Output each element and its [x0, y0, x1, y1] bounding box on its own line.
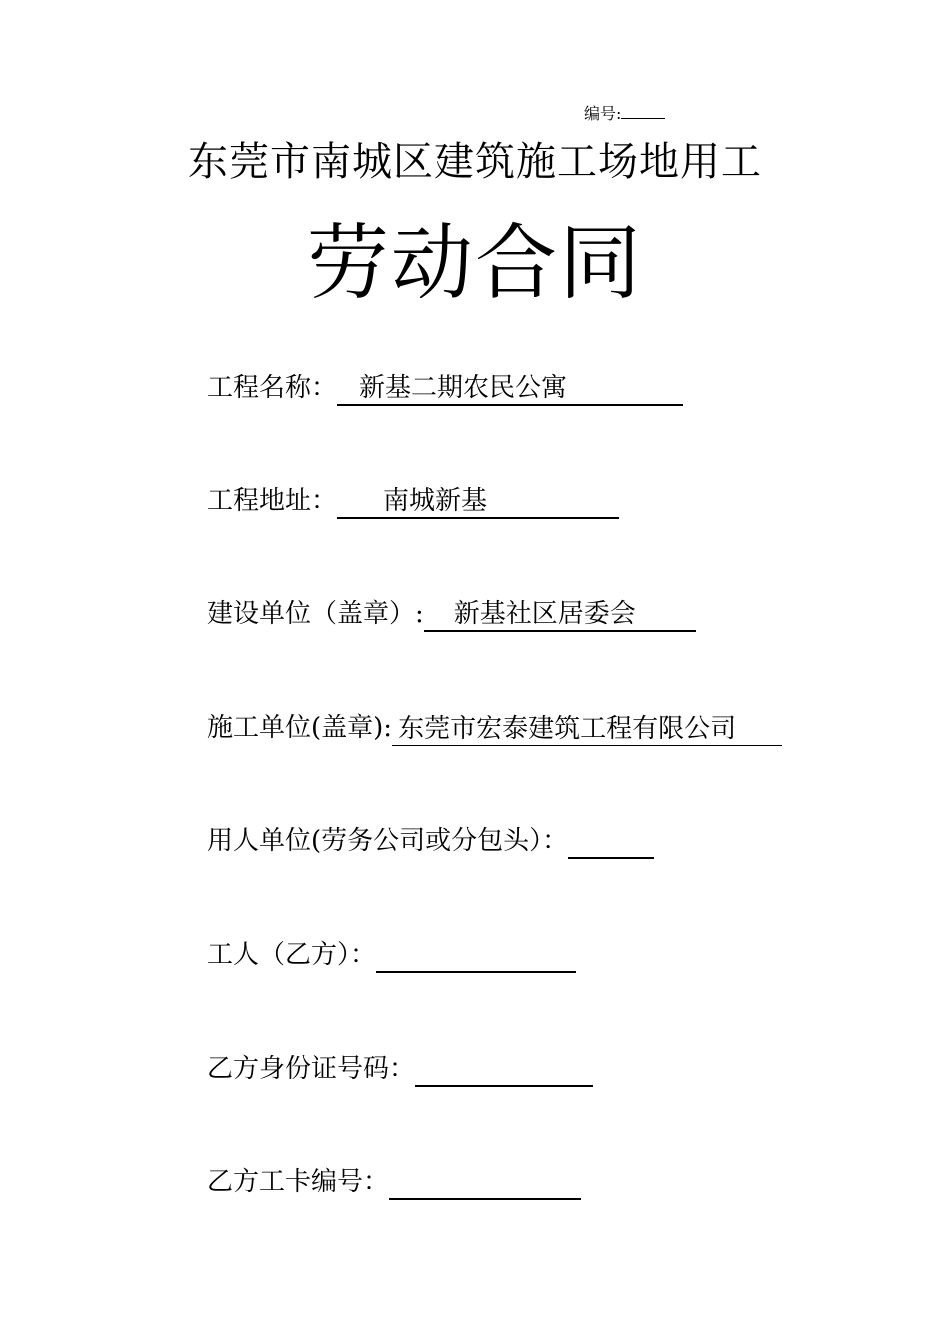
- field-employer-unit-label: 用人单位(劳务公司或分包头）：: [207, 826, 569, 856]
- serial-number: [584, 102, 665, 124]
- field-project-address-value[interactable]: 南城新基: [337, 485, 619, 519]
- field-project-name-value[interactable]: 新基二期农民公寓: [337, 372, 683, 406]
- field-contractor-unit-value[interactable]: 东莞市宏泰建筑工程有限公司: [392, 713, 782, 746]
- field-worker-card-number-value[interactable]: [389, 1168, 581, 1200]
- serial-number-blank[interactable]: [621, 102, 665, 119]
- contract-title-line1: 东莞市南城区建筑施工场地用工: [188, 139, 762, 185]
- field-project-address: [207, 483, 619, 519]
- field-worker-value[interactable]: [376, 941, 576, 973]
- field-project-name-label: 工程名称：: [207, 373, 338, 403]
- field-worker-id-number-label: 乙方身份证号码：: [207, 1054, 416, 1084]
- serial-number-label: 编号:: [584, 104, 622, 123]
- field-worker-card-number: [207, 1164, 581, 1200]
- field-project-name: [207, 370, 683, 406]
- contract-title-line2: 劳动合同: [306, 216, 643, 311]
- field-worker: [207, 937, 576, 973]
- field-project-address-label: 工程地址：: [207, 486, 338, 516]
- field-construction-unit: [207, 596, 696, 632]
- field-worker-id-number: [207, 1051, 593, 1087]
- field-construction-unit-value[interactable]: 新基社区居委会: [424, 598, 696, 632]
- field-employer-unit: [207, 823, 654, 859]
- field-employer-unit-value[interactable]: [568, 827, 654, 859]
- field-construction-unit-label: 建设单位（盖章）:: [207, 599, 424, 629]
- field-worker-label: 工人（乙方）：: [207, 940, 377, 970]
- field-worker-card-number-label: 乙方工卡编号：: [207, 1167, 390, 1197]
- field-contractor-unit: [207, 710, 782, 746]
- field-contractor-unit-label: 施工单位(盖章):: [207, 713, 393, 743]
- field-worker-id-number-value[interactable]: [415, 1055, 593, 1087]
